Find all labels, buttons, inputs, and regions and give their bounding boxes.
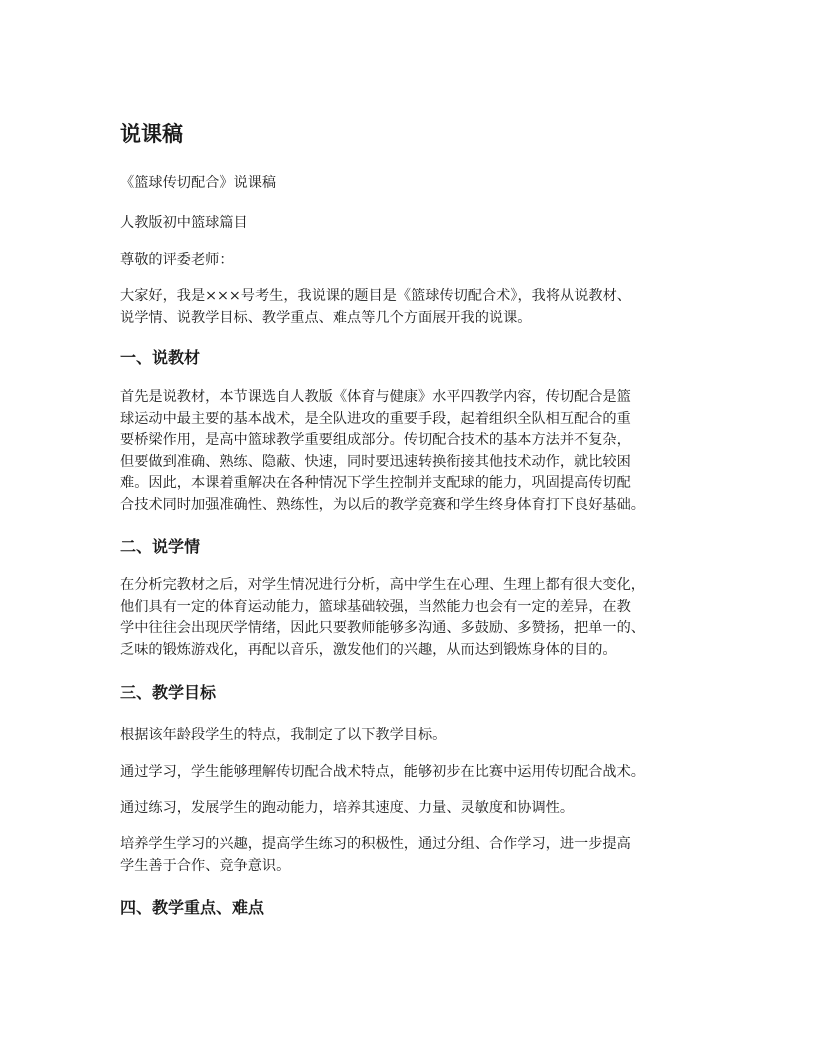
paragraph-line: 大家好，我是×××号考生，我说课的题目是《篮球传切配合术》，我将从说教材、 <box>120 288 631 304</box>
goal-paragraph-understanding: 通过学习，学生能够理解传切配合战术特点，能够初步在比赛中运用传切配合战术。 <box>120 764 645 780</box>
paragraph-line: 学中往往会出现厌学情绪，因此只要教师能够多沟通、多鼓励、多赞扬，把单一的、 <box>120 620 645 636</box>
publisher-line: 人教版初中篮球篇目 <box>120 215 248 231</box>
goal-paragraph-abilities: 通过练习，发展学生的跑动能力，培养其速度、力量、灵敏度和协调性。 <box>120 800 575 816</box>
document-subtitle: 《篮球传切配合》说课稿 <box>120 175 277 191</box>
paragraph-line: 球运动中最主要的基本战术，是全队进攻的重要手段，起着组织全队相互配合的重 <box>120 410 631 427</box>
paragraph-line: 合技术同时加强准确性、熟练性，为以后的教学竞赛和学生终身体育打下良好基础。 <box>120 496 645 513</box>
paragraph-line: 难。因此，本课着重解决在各种情况下学生控制并支配球的能力，巩固提高传切配 <box>120 475 631 491</box>
goal-paragraph-interest <box>120 834 710 877</box>
paragraph-line: 乏味的锻炼游戏化，再配以音乐，激发他们的兴趣，从而达到锻炼身体的目的。 <box>120 641 617 658</box>
section-heading-textbook: 一、说教材 <box>120 348 201 367</box>
paragraph-line: 首先是说教材，本节课选自人教版《体育与健康》水平四教学内容，传切配合是篮 <box>120 389 631 405</box>
paragraph-line: 要桥梁作用，是高中篮球教学重要组成部分。传切配合技术的基本方法并不复杂， <box>120 432 631 448</box>
paragraph-line: 他们具有一定的体育运动能力，篮球基础较强，当然能力也会有一定的差异，在教 <box>120 598 631 615</box>
section-heading-student-analysis: 二、说学情 <box>120 537 201 556</box>
paragraph-line: 学生善于合作、竞争意识。 <box>120 857 291 874</box>
textbook-paragraph <box>120 387 710 516</box>
greeting-line: 尊敬的评委老师： <box>120 252 234 268</box>
section-heading-teaching-goals: 三、教学目标 <box>120 683 217 702</box>
student-analysis-paragraph <box>120 575 710 661</box>
opening-paragraph <box>120 286 710 329</box>
document-title: 说课稿 <box>120 122 183 146</box>
goals-intro-paragraph: 根据该年龄段学生的特点，我制定了以下教学目标。 <box>120 727 447 743</box>
paragraph-line: 在分析完教材之后，对学生情况进行分析，高中学生在心理、生理上都有很大变化， <box>120 577 645 593</box>
paragraph-line: 但要做到准确、熟练、隐蔽、快速，同时要迅速转换衔接其他技术动作，就比较困 <box>120 453 631 470</box>
paragraph-line: 说学情、说教学目标、教学重点、难点等几个方面展开我的说课。 <box>120 309 532 326</box>
paragraph-line: 培养学生学习的兴趣，提高学生练习的积极性，通过分组、合作学习，进一步提高 <box>120 836 631 852</box>
section-heading-key-points: 四、教学重点、难点 <box>120 898 265 917</box>
